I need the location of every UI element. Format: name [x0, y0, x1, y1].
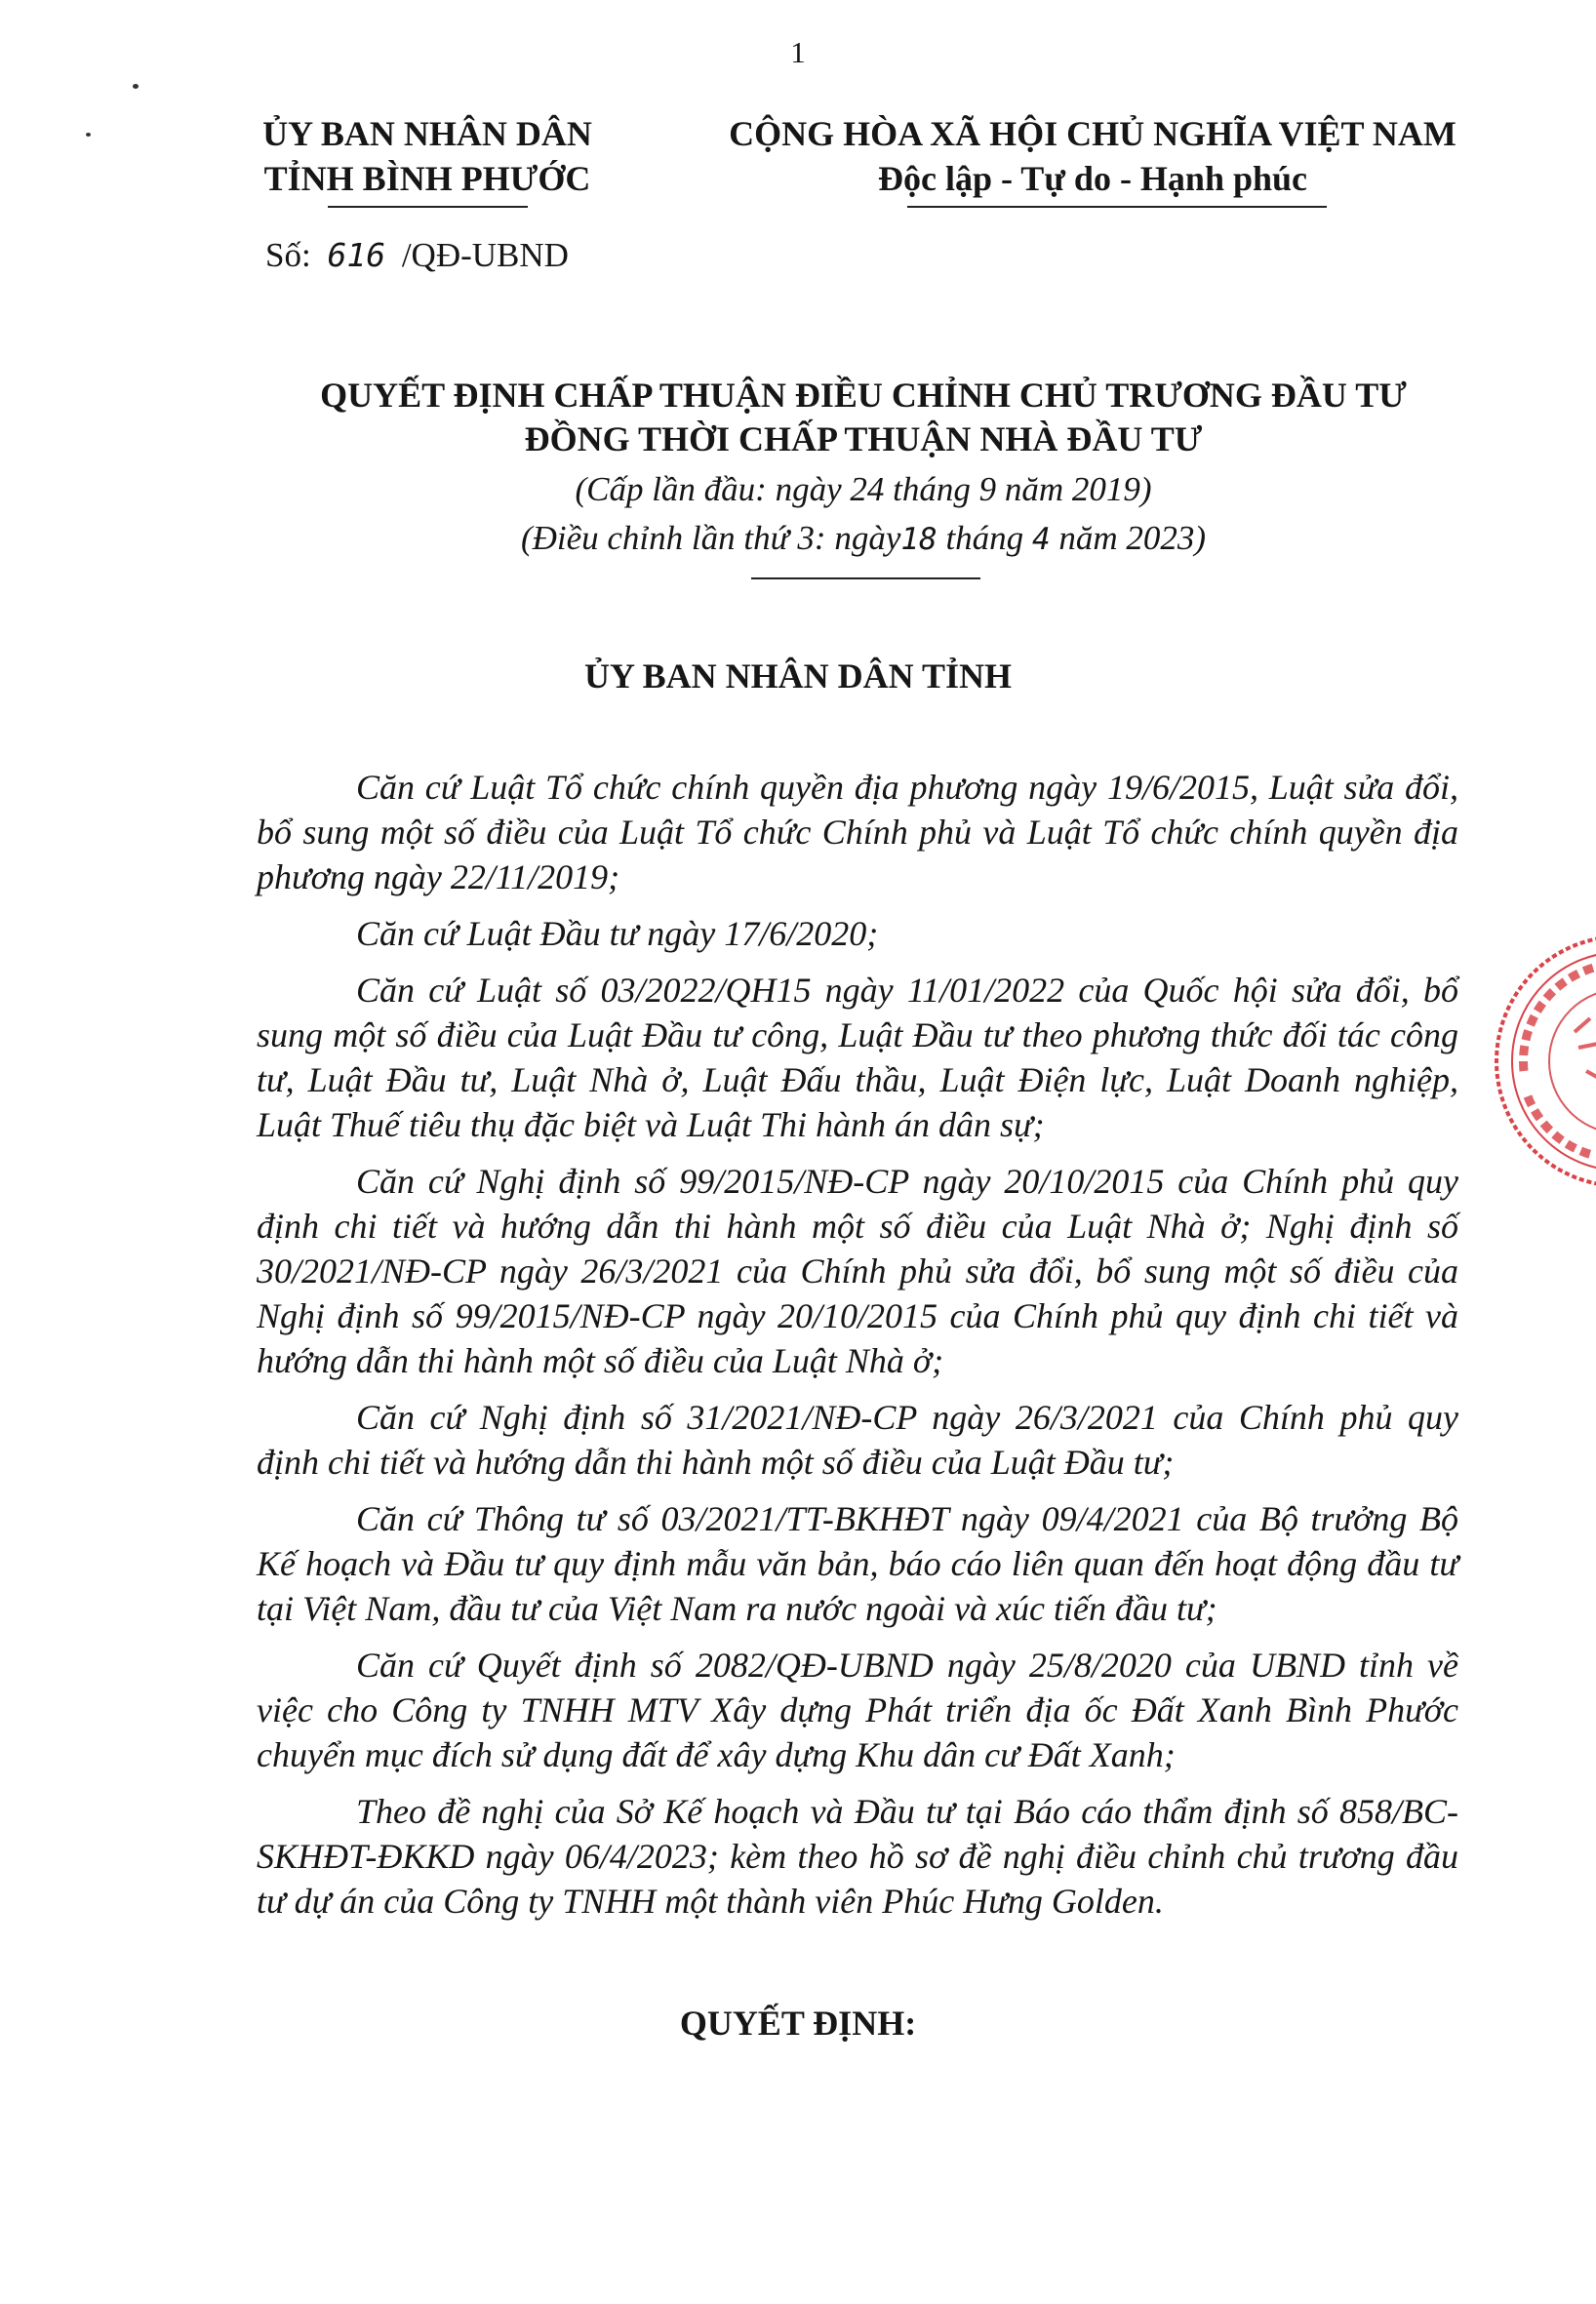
adjustment-date [195, 514, 1532, 564]
divider [751, 577, 980, 579]
basis-paragraph: Căn cứ Luật Tổ chức chính quyền địa phương ngày 19/6/2015, Luật sửa đổi, bổ sung một số điều của Luật Tổ chức Chính phủ và Luật Tổ chức chính quyền địa phương ngày 22/11/2019; [257, 768, 1458, 896]
country-line: CỘNG HÒA XÃ HỘI CHỦ NGHĨA VIỆT NAM [729, 114, 1456, 153]
doc-number-suffix: /QĐ-UBND [401, 236, 569, 274]
adjustment-suffix: năm 2023) [1058, 519, 1207, 557]
adjustment-prefix: (Điều chỉnh lần thứ 3: ngày [520, 519, 901, 557]
issuing-body: ỦY BAN NHÂN DÂN TỈNH [583, 656, 1013, 695]
divider [907, 206, 1327, 208]
adjustment-month-word: tháng [945, 519, 1024, 557]
title-line-1: QUYẾT ĐỊNH CHẤP THUẬN ĐIỀU CHỈNH CHỦ TRƯƠNG ĐẦU TƯ [320, 376, 1407, 415]
document-number [265, 236, 569, 275]
basis-paragraph: Căn cứ Nghị định số 99/2015/NĐ-CP ngày 20/10/2015 của Chính phủ quy định chi tiết và hướng dẫn thi hành một số điều của Luật Nhà ở; Nghị định số 30/2021/NĐ-CP ngày 26/3/2021 của Chính phủ sửa đổi, bổ sung một số điều của Nghị định số 99/2015/NĐ-CP ngày 20/10/2015 của Chính phủ quy định chi tiết và hướng dẫn thi hành một số điều của Luật Nhà ở; [257, 1162, 1458, 1380]
first-issue-date: (Cấp lần đầu: ngày 24 tháng 9 năm 2019) [575, 470, 1152, 508]
adjustment-month-handwritten: 4 [1031, 522, 1051, 557]
province-line: TỈNH BÌNH PHƯỚC [263, 159, 591, 198]
basis-paragraph: Theo đề nghị của Sở Kế hoạch và Đầu tư tại Báo cáo thẩm định số 858/BC-SKHĐT-ĐKKD ngày 06/4/2023; kèm theo hồ sơ đề nghị điều chỉnh chủ trương đầu tư dự án của Công ty TNHH một thành viên Phúc Hưng Golden. [257, 1792, 1458, 1921]
authority-line: ỦY BAN NHÂN DÂN [262, 114, 592, 153]
basis-paragraph: Căn cứ Nghị định số 31/2021/NĐ-CP ngày 26/3/2021 của Chính phủ quy định chi tiết và hướng dẫn thi hành một số điều của Luật Đầu tư; [257, 1398, 1458, 1482]
basis-paragraph: Căn cứ Quyết định số 2082/QĐ-UBND ngày 25/8/2020 của UBND tỉnh về việc cho Công ty TNHH MTV Xây dựng Phát triển địa ốc Đất Xanh Bình Phước chuyển mục đích sử dụng đất để xây dựng Khu dân cư Đất Xanh; [257, 1646, 1458, 1774]
basis-paragraph: Căn cứ Luật Đầu tư ngày 17/6/2020; [356, 914, 879, 953]
official-seal-stamp [1485, 925, 1596, 1198]
divider [328, 206, 528, 208]
decision-heading: QUYẾT ĐỊNH: [679, 2004, 917, 2043]
motto: Độc lập - Tự do - Hạnh phúc [877, 159, 1308, 198]
basis-paragraph: Căn cứ Thông tư số 03/2021/TT-BKHĐT ngày 09/4/2021 của Bộ trưởng Bộ Kế hoạch và Đầu tư quy định mẫu văn bản, báo cáo liên quan đến hoạt động đầu tư tại Việt Nam, đầu tư của Việt Nam ra nước ngoài và xúc tiến đầu tư; [257, 1499, 1458, 1628]
title-line-2: ĐỒNG THỜI CHẤP THUẬN NHÀ ĐẦU TƯ [524, 419, 1203, 458]
scan-speck [86, 133, 91, 137]
adjustment-day-handwritten: 18 [900, 522, 938, 557]
issuing-authority [222, 111, 632, 201]
page-number: 1 [790, 35, 806, 69]
decision-title [195, 374, 1532, 564]
doc-number-prefix: Số: [265, 236, 311, 274]
doc-number-handwritten: 616 [327, 236, 386, 274]
basis-paragraph: Căn cứ Luật số 03/2022/QH15 ngày 11/01/2022 của Quốc hội sửa đổi, bổ sung một số điều của Luật Đầu tư công, Luật Đầu tư theo phương thức đối tác công tư, Luật Đầu tư, Luật Nhà ở, Luật Đấu thầu, Luật Điện lực, Luật Doanh nghiệp, Luật Thuế tiêu thụ đặc biệt và Luật Thi hành án dân sự; [257, 971, 1458, 1144]
scan-speck [133, 84, 139, 89]
national-header [722, 111, 1463, 201]
legal-basis [257, 765, 1458, 1935]
